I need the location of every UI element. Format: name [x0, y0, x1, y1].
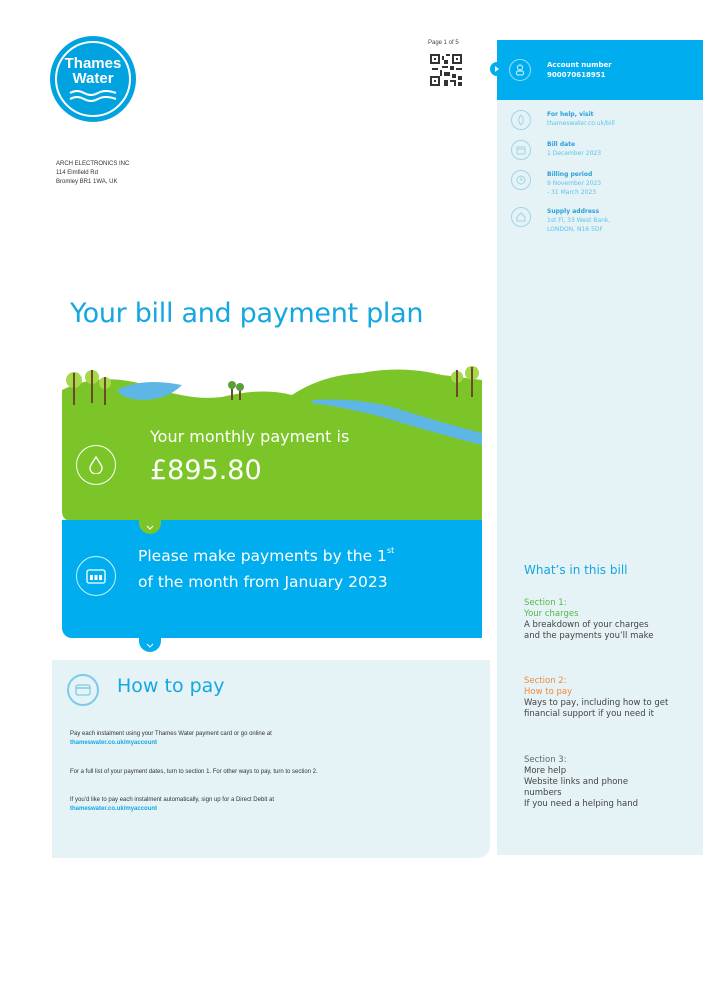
myaccount-link[interactable]: thameswater.co.uk/myaccount — [70, 740, 158, 746]
section-desc: numbers — [524, 788, 562, 798]
address-line: 114 Elmfield Rd — [56, 170, 98, 176]
account-number-label: Account number — [547, 61, 612, 69]
sidebar-tab-arrow-icon — [490, 62, 504, 76]
address-line: ARCH ELECTRONICS INC — [56, 161, 130, 167]
account-sidebar — [497, 40, 703, 855]
how-to-pay-instruction — [70, 730, 470, 748]
chevron-down-icon — [139, 638, 161, 652]
page-indicator: Page 1 of 5 — [428, 40, 459, 46]
section-2-summary — [524, 676, 668, 720]
billing-period-end: - 31 March 2023 — [547, 189, 597, 196]
payment-schedule-card — [62, 520, 482, 638]
help-label: For help, visit — [547, 111, 594, 118]
direct-debit-link[interactable]: thameswater.co.uk/myaccount — [70, 806, 158, 812]
bill-date-label: Bill date — [547, 141, 576, 148]
payment-schedule-message — [138, 538, 394, 595]
logo-text-line2: Water — [72, 69, 114, 87]
payment-dates-note: For a full list of your payment dates, turn to section 1. For other ways to pay, turn to section 2. — [70, 769, 318, 775]
help-info — [497, 100, 703, 130]
direct-debit-instruction — [70, 796, 470, 814]
section-1-summary — [524, 598, 653, 642]
section-desc: financial support if you need it — [524, 709, 654, 719]
help-link[interactable]: thameswater.co.uk/bill — [547, 120, 615, 127]
section-title: How to pay — [524, 687, 573, 697]
instruction-text: If you’d like to pay each instalment automatically, sign up for a Direct Debit at — [70, 797, 274, 803]
account-number-value: 900070618951 — [547, 71, 606, 79]
monthly-payment-label: Your monthly payment is — [150, 427, 350, 446]
how-to-pay-heading: How to pay — [117, 675, 225, 697]
section-desc: If you need a helping hand — [524, 799, 638, 809]
clock-icon — [511, 170, 531, 190]
instruction-text: Pay each instalment using your Thames Water payment card or go online at — [70, 731, 272, 737]
billing-period-label: Billing period — [547, 171, 593, 178]
section-title: Your charges — [524, 609, 579, 619]
calendar-icon — [511, 140, 531, 160]
bill-date-value: 1 December 2023 — [547, 150, 602, 157]
help-icon — [511, 110, 531, 130]
home-icon — [511, 207, 531, 227]
whats-in-this-bill-heading: What’s in this bill — [524, 563, 628, 577]
schedule-line1: Please make payments by the 1 — [138, 547, 387, 565]
section-title: More help — [524, 766, 567, 776]
supply-address-line1: 1st Fl, 33 West Bank, — [547, 217, 611, 224]
chevron-down-icon — [139, 520, 161, 534]
billing-period-info — [497, 160, 703, 197]
section-3-summary — [524, 755, 638, 810]
schedule-ordinal: st — [386, 546, 395, 555]
user-icon — [509, 59, 531, 81]
qr-code-icon — [430, 54, 462, 86]
monthly-payment-amount: £895.80 — [150, 455, 262, 486]
payment-card-icon — [67, 674, 99, 706]
address-line: Bromley BR1 1WA, UK — [56, 179, 118, 185]
schedule-line2: of the month from January 2023 — [138, 573, 388, 591]
bill-date-info — [497, 130, 703, 160]
section-heading: Section 3: — [524, 755, 567, 765]
section-heading: Section 1: — [524, 598, 567, 608]
supply-address-label: Supply address — [547, 208, 600, 215]
thames-water-logo — [50, 36, 136, 122]
how-to-pay-panel — [52, 660, 490, 858]
water-drop-icon — [76, 445, 116, 485]
section-desc: and the payments you’ll make — [524, 631, 654, 641]
section-desc: Ways to pay, including how to get — [524, 698, 669, 708]
supply-address-line2: LONDON, N16 5DF — [547, 226, 603, 233]
logo-text-line1: Thames — [64, 54, 122, 72]
section-desc: Website links and phone — [524, 777, 629, 787]
customer-address — [56, 160, 129, 187]
billing-period-start: 9 November 2023 — [547, 180, 602, 187]
section-heading: Section 2: — [524, 676, 567, 686]
section-desc: A breakdown of your charges — [524, 620, 649, 630]
monthly-payment-card — [62, 355, 482, 521]
calendar-icon — [76, 556, 116, 596]
waves-icon — [68, 89, 118, 103]
supply-address-info — [497, 197, 703, 234]
account-number-header — [497, 40, 703, 100]
page-title: Your bill and payment plan — [70, 298, 424, 329]
